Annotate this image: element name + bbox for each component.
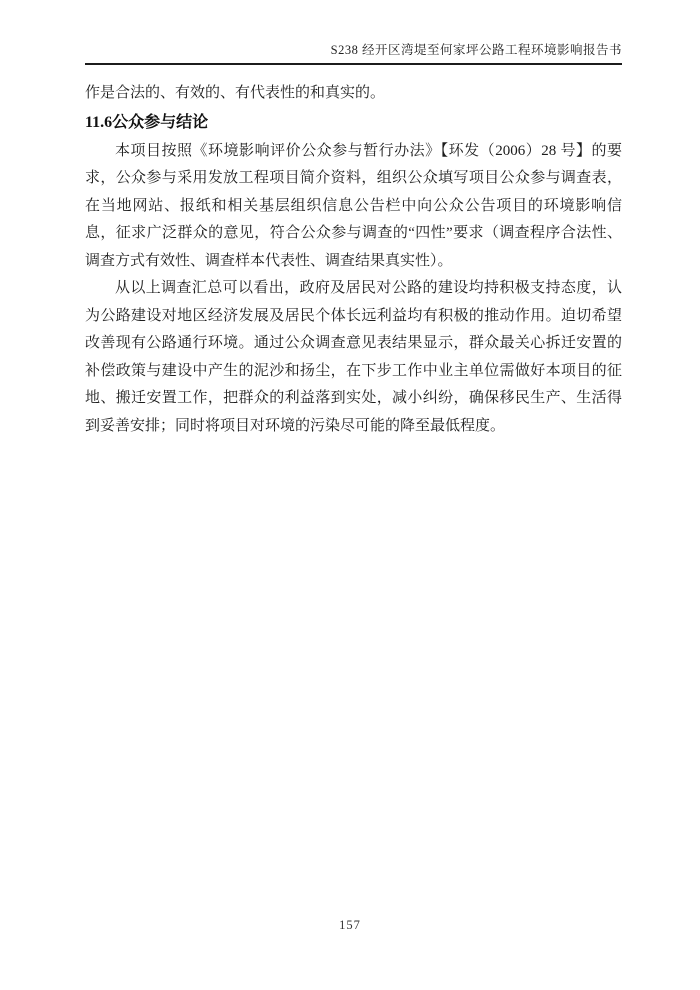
page-footer xyxy=(0,916,700,934)
document-body xyxy=(85,80,622,440)
paragraph: 本项目按照《环境影响评价公众参与暂行办法》【环发（2006）28 号】的要求，公众参与采用发放工程项目简介资料，组织公众填写项目公众参与调查表，在当地网站、报纸和相关基层组织信息公告栏中向公众公告项目的环境影响信息，征求广泛群众的意见，符合公众参与调查的“四性”要求（调查程序合法性、调查方式有效性、调查样本代表性、调查结果真实性）。 xyxy=(85,142,622,269)
running-header-title: S238 经开区湾堤至何家坪公路工程环境影响报告书 xyxy=(330,43,622,57)
section-heading: 11.6公众参与结论 xyxy=(85,113,209,131)
paragraph: 从以上调查汇总可以看出，政府及居民对公路的建设均持积极支持态度，认为公路建设对地区经济发展及居民个体长远利益均有积极的推动作用。迫切希望改善现有公路通行环境。通过公众调查意见表结果显示，群众最关心拆迁安置的补偿政策与建设中产生的泥沙和扬尘，在下步工作中业主单位需做好本项目的征地、搬迁安置工作，把群众的利益落到实处，减小纠纷，确保移民生产、生活得到妥善安排；同时将项目对环境的污染尽可能的降至最低程度。 xyxy=(85,280,622,434)
page-number: 157 xyxy=(339,918,361,932)
paragraph-continuation: 作是合法的、有效的、有代表性的和真实的。 xyxy=(85,85,386,101)
page-header xyxy=(85,42,622,65)
